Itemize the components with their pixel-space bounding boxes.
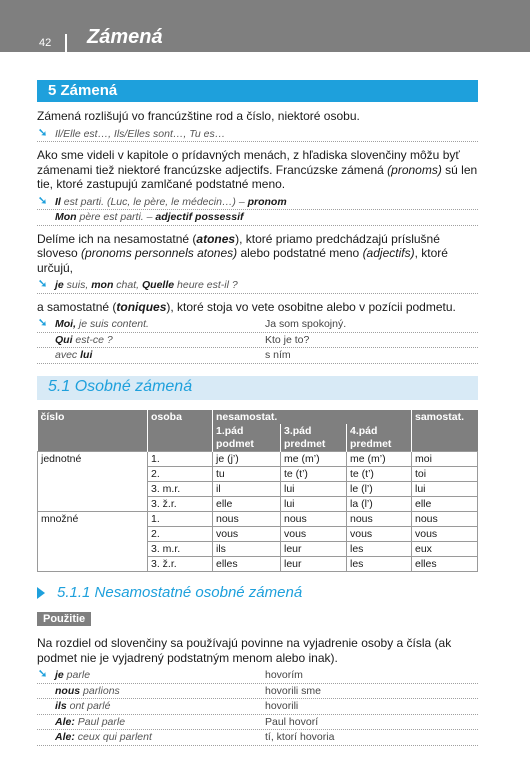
usage-text: Na rozdiel od slovenčiny sa používajú povinne na vyjadrenie osoby a čísla (ak podmet nie je vyjadrený podstatným menom alebo inak). xyxy=(37,636,452,665)
example-text: heure est-il ? xyxy=(174,279,238,291)
subsection-heading: 5.1 Osobné zámená xyxy=(37,376,478,400)
col-header-samostat: samostat. xyxy=(412,410,478,452)
pronoun-table xyxy=(37,410,478,573)
atones-text xyxy=(37,232,478,276)
example-fr xyxy=(55,669,265,682)
example-row xyxy=(37,668,478,684)
example-text: Il/Elle est…, Ils/Elles sont…, Tu es… xyxy=(55,127,226,140)
text-part: atones xyxy=(196,231,236,246)
example-bold: je xyxy=(55,669,64,681)
example-bold: lui xyxy=(80,349,93,361)
text-part: , ktoré určujú, xyxy=(37,246,448,275)
pronoms-text xyxy=(37,148,478,192)
table-cell: te (t’) xyxy=(281,467,347,482)
example-fr xyxy=(55,716,265,729)
text-part: toniques xyxy=(116,299,167,314)
example-text: suis, xyxy=(63,279,92,291)
example-bold: Qui xyxy=(55,333,73,346)
example-text: chat, xyxy=(113,279,142,291)
subsubsection-heading xyxy=(37,584,478,601)
text-part: a samostatné ( xyxy=(37,299,117,314)
example-bold: Moi, xyxy=(55,318,76,330)
example-row xyxy=(37,127,478,143)
table-cell: les xyxy=(347,542,412,557)
table-cell: nous xyxy=(213,512,281,527)
example-row xyxy=(37,278,478,294)
example-bold: Ale: xyxy=(55,715,75,728)
table-cell: leur xyxy=(281,542,347,557)
text-part: (adjectifs) xyxy=(362,246,415,260)
intro-block xyxy=(37,109,478,142)
table-cell: nous xyxy=(412,512,478,527)
example-row xyxy=(37,684,478,700)
example-text: est-ce ? xyxy=(72,333,113,346)
example-bold: nous xyxy=(55,684,81,697)
table-cell: 3. m.r. xyxy=(148,482,213,497)
table-cell: la (l’) xyxy=(347,497,412,512)
table-row xyxy=(38,512,478,527)
table-cell: 2. xyxy=(148,467,213,482)
chapter-title: Zámená xyxy=(87,26,163,48)
example-fr xyxy=(55,334,265,347)
number-group-label: jednotné xyxy=(38,452,148,512)
toniques-text xyxy=(37,300,478,315)
table-cell: vous xyxy=(347,527,412,542)
usage-examples xyxy=(37,668,478,746)
example-tag: adjectif possessif xyxy=(155,211,244,223)
text-part: ), ktoré stoja vo vete osobitne alebo v pozícii podmetu. xyxy=(166,299,456,314)
col-header-osoba: osoba xyxy=(148,410,213,452)
toniques-block xyxy=(37,300,478,364)
table-cell: me (m’) xyxy=(281,452,347,467)
example-sk: Paul hovorí xyxy=(265,715,319,728)
table-cell: 3. ž.r. xyxy=(148,497,213,512)
example-bold: mon xyxy=(91,279,114,291)
example-row xyxy=(37,317,478,333)
section-heading: 5 Zámená xyxy=(37,80,478,102)
example-row xyxy=(37,699,478,715)
table-cell: le (l’) xyxy=(347,482,412,497)
intro-text: Zámená rozlišujú vo francúzštine rod a číslo, niektoré osobu. xyxy=(37,109,360,123)
table-cell: tu xyxy=(213,467,281,482)
example-text: ont parlé xyxy=(66,700,111,712)
table-cell: 1. xyxy=(148,512,213,527)
example-row xyxy=(37,333,478,349)
table-cell: elles xyxy=(412,557,478,572)
table-cell: vous xyxy=(213,527,281,542)
example-sk: hovorili xyxy=(265,700,299,712)
example-bold: Ale: xyxy=(55,731,75,743)
table-cell: 3. m.r. xyxy=(148,542,213,557)
col-header-nesamostat: nesamostat. xyxy=(213,410,412,425)
usage-tag: Použitie xyxy=(37,612,91,626)
example-text: ceux qui parlent xyxy=(74,731,152,743)
page-number: 42 xyxy=(39,37,52,49)
example-sk: Kto je to? xyxy=(265,333,310,346)
table-cell: elles xyxy=(213,557,281,572)
text-part: (pronoms personnels atones) xyxy=(81,246,238,260)
arrow-icon: ➘ xyxy=(38,668,48,680)
table-cell: lui xyxy=(281,497,347,512)
arrow-icon: ➘ xyxy=(38,278,48,290)
example-fr xyxy=(55,318,265,331)
text-part: Ako sme videli v kapitole o prídavných menách, z hľadiska slovenčiny môžu byť zámenami tiež niektoré francúzske adjectifs. Francúzske zámená xyxy=(37,148,460,177)
table-cell: je (j’) xyxy=(213,452,281,467)
text-part: alebo podstatné meno xyxy=(237,246,363,260)
text-part: ), ktoré priamo predchádzajú príslušné sloveso xyxy=(37,231,440,260)
page-header xyxy=(0,0,530,52)
text-part: Delíme ich na nesamostatné ( xyxy=(37,231,197,246)
example-bold: ils xyxy=(55,700,67,712)
table-cell: me (m’) xyxy=(347,452,412,467)
example-sk: hovorím xyxy=(265,669,303,681)
atones-block xyxy=(37,232,478,294)
table-cell: ils xyxy=(213,542,281,557)
table-cell: nous xyxy=(281,512,347,527)
example-text: parle xyxy=(63,669,91,681)
table-cell: lui xyxy=(412,482,478,497)
example-fr xyxy=(55,685,265,698)
example-text: parlions xyxy=(80,684,120,697)
table-cell: il xyxy=(213,482,281,497)
text-part: (pronoms) xyxy=(387,162,442,177)
arrow-icon: ➘ xyxy=(38,317,48,329)
table-cell: lui xyxy=(281,482,347,497)
arrow-icon: ➘ xyxy=(38,126,48,139)
example-sk: hovorili sme xyxy=(265,684,322,697)
example-row xyxy=(37,730,478,746)
example-row xyxy=(37,348,478,364)
table-body xyxy=(38,452,478,572)
table-cell: toi xyxy=(412,467,478,482)
example-fr xyxy=(55,349,265,362)
example-fr xyxy=(55,700,265,713)
example-row xyxy=(37,210,478,226)
example-text: père est parti. – xyxy=(76,211,156,223)
page-content xyxy=(37,80,478,746)
text-part: sú len tie, ktoré zastupujú zamlčané podstatné meno. xyxy=(37,162,478,191)
table-row xyxy=(38,452,478,467)
example-text: avec xyxy=(55,349,81,361)
pronoms-block xyxy=(37,148,478,226)
number-group-label: množné xyxy=(38,512,148,572)
table-cell: nous xyxy=(347,512,412,527)
example-row xyxy=(37,195,478,211)
example-sk: s ním xyxy=(265,349,291,361)
table-cell: vous xyxy=(412,527,478,542)
example-bold: je xyxy=(55,279,64,291)
table-cell: les xyxy=(347,557,412,572)
table-cell: 2. xyxy=(148,527,213,542)
table-cell: 1. xyxy=(148,452,213,467)
example-bold: Il xyxy=(55,195,61,208)
table-cell: 3. ž.r. xyxy=(148,557,213,572)
example-bold: Mon xyxy=(55,211,77,223)
example-sk: tí, ktorí hovoria xyxy=(265,731,335,743)
table-cell: elle xyxy=(412,497,478,512)
example-sk: Ja som spokojný. xyxy=(265,318,347,330)
arrow-icon: ➘ xyxy=(38,194,48,207)
table-header-row xyxy=(38,410,478,425)
table-cell: elle xyxy=(213,497,281,512)
example-text: je suis content. xyxy=(76,318,149,330)
example-text: est parti. (Luc, le père, le médecin…) – xyxy=(60,195,248,208)
triangle-icon xyxy=(37,587,45,599)
table-cell: te (t’) xyxy=(347,467,412,482)
example-bold: Quelle xyxy=(141,279,175,291)
example-fr xyxy=(55,731,265,744)
example-row xyxy=(37,715,478,731)
col-header-pad4: 4.pád predmet xyxy=(347,424,412,452)
col-header-pad3: 3.pád predmet xyxy=(281,424,347,452)
col-header-cislo: číslo xyxy=(38,410,148,452)
table-cell: moi xyxy=(412,452,478,467)
example-text: Paul parle xyxy=(74,715,126,728)
header-divider xyxy=(65,34,67,52)
col-header-pad1: 1.pád podmet xyxy=(213,424,281,452)
table-cell: vous xyxy=(281,527,347,542)
table-cell: eux xyxy=(412,542,478,557)
example-tag: pronom xyxy=(247,195,287,208)
subsubsection-title: 5.1.1 Nesamostatné osobné zámená xyxy=(57,584,303,601)
table-cell: leur xyxy=(281,557,347,572)
